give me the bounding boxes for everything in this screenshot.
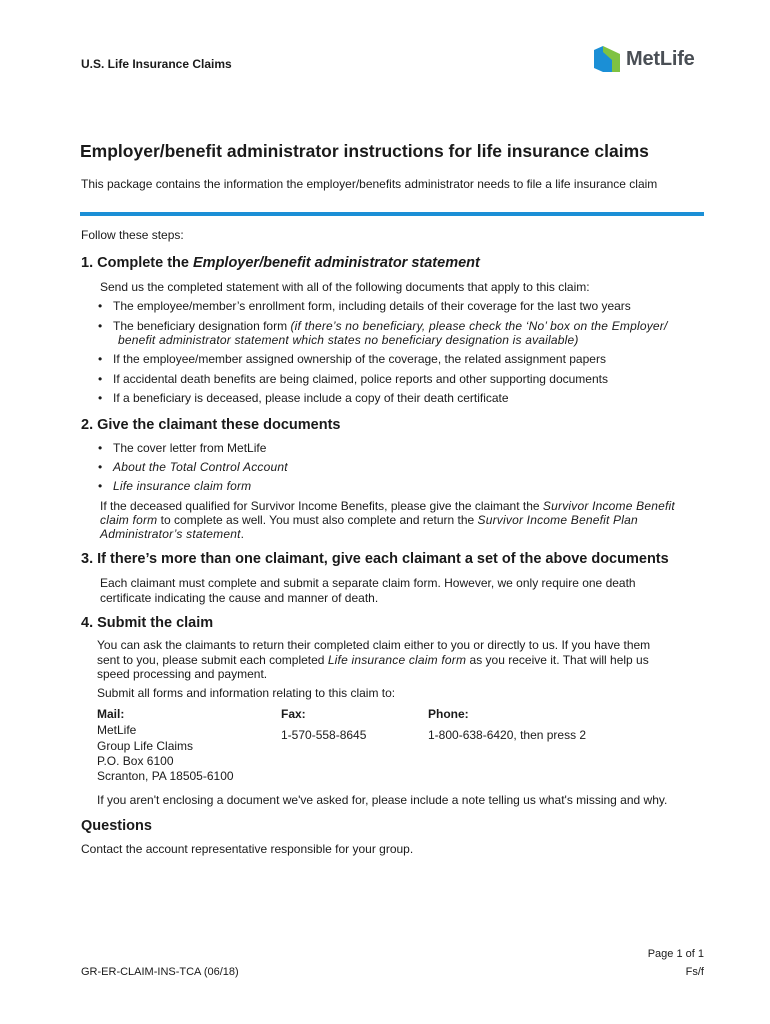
logo-text: MetLife — [626, 47, 695, 70]
step3-line2: certificate indicating the cause and manner of death. — [100, 591, 379, 605]
page-number: Page 1 of 1 — [647, 948, 704, 960]
mail-address-line: P.O. Box 6100 — [97, 754, 174, 768]
accent-rule — [80, 212, 704, 216]
page-title: Employer/benefit administrator instructions for life insurance claims — [80, 141, 649, 161]
list-item-continuation: benefit administrator statement which states no beneficiary designation is available) — [118, 333, 579, 347]
questions-heading: Questions — [81, 818, 152, 834]
page-subtitle: This package contains the information the employer/benefits administrator needs to file a life insurance claim — [81, 177, 658, 191]
metlife-logo-icon — [594, 46, 620, 72]
phone-label: Phone: — [428, 707, 469, 721]
questions-text: Contact the account representative responsible for your group. — [81, 842, 414, 856]
step3-line1: Each claimant must complete and submit a separate claim form. However, we only require one death — [100, 576, 636, 590]
phone-number: 1-800-638-6420, then press 2 — [428, 728, 587, 742]
mail-address-line: Group Life Claims — [97, 739, 194, 753]
mail-label: Mail: — [97, 707, 125, 721]
step2-heading: 2. Give the claimant these documents — [81, 417, 341, 433]
step4-heading: 4. Submit the claim — [81, 615, 214, 631]
fax-label: Fax: — [281, 707, 306, 721]
fax-number: 1-570-558-8645 — [281, 728, 367, 742]
submit-instructions: Submit all forms and information relating to this claim to: — [97, 686, 396, 700]
footer-code: Fs/f — [685, 966, 704, 978]
step2-para-line1: If the deceased qualified for Survivor Income Benefits, please give the claimant the Survivor Income Benefit — [100, 499, 675, 513]
step2-para-line2: claim form to complete as well. You must also complete and return the Survivor Income Benefit Plan — [100, 513, 638, 527]
step4-line2: sent to you, please submit each completed Life insurance claim form as you receive it. That will help us — [97, 653, 649, 667]
step3-heading: 3. If there’s more than one claimant, give each claimant a set of the above documents — [81, 551, 669, 567]
form-code: GR-ER-CLAIM-INS-TCA (06/18) — [81, 966, 239, 978]
step4-line1: You can ask the claimants to return their completed claim either to you or directly to us. If you have them — [97, 638, 651, 652]
mail-address-line: MetLife — [97, 723, 137, 737]
step1-heading: 1. Complete the Employer/benefit administrator statement — [81, 255, 480, 271]
missing-document-note: If you aren't enclosing a document we've asked for, please include a note telling us what's missing and why. — [97, 793, 668, 807]
intro-text: Follow these steps: — [81, 228, 184, 242]
program-name: U.S. Life Insurance Claims — [81, 57, 232, 71]
step4-line3: speed processing and payment. — [97, 667, 268, 681]
step2-para-line3: Administrator’s statement. — [100, 527, 244, 541]
step1-lead: Send us the completed statement with all of the following documents that apply to this claim: — [100, 280, 590, 294]
mail-address-line: Scranton, PA 18505-6100 — [97, 769, 234, 783]
metlife-logo — [594, 46, 695, 72]
step1-heading-form-name: Employer/benefit administrator statement — [193, 255, 480, 271]
